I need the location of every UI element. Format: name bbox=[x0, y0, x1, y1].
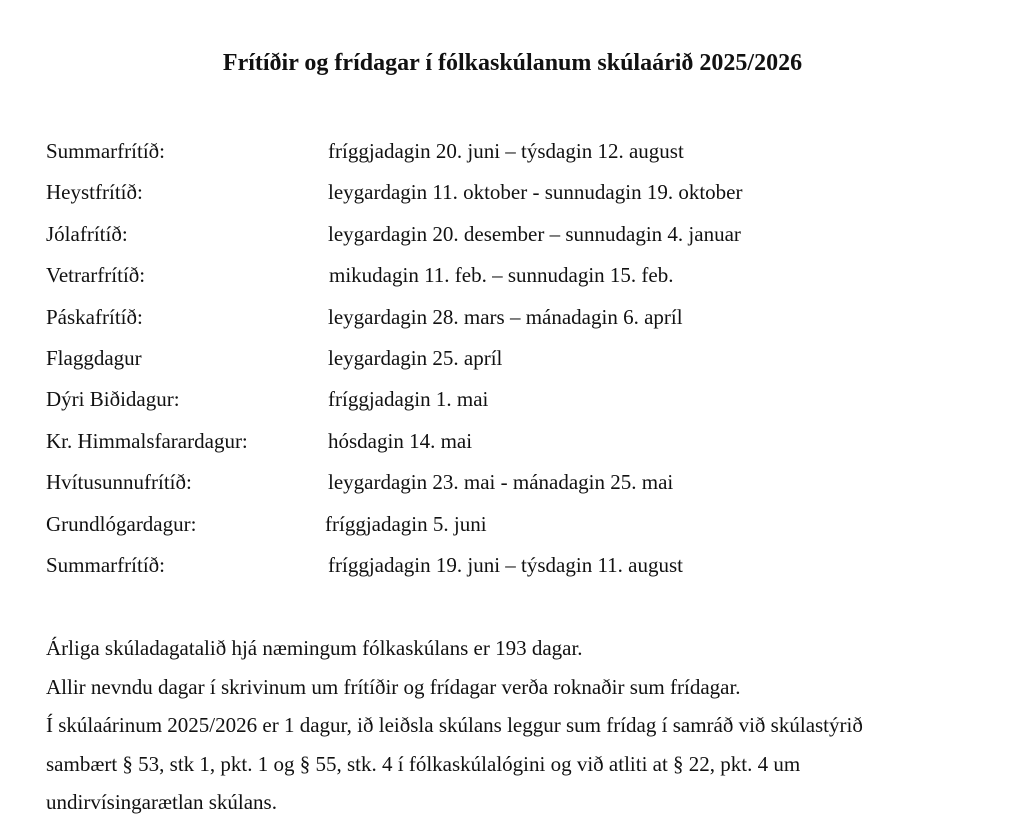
holiday-label: Páskafrítíð: bbox=[46, 304, 143, 329]
note-counted-days: Allir nevndu dagar í skrivinum um frítíðir og frídagar verða roknaðir sum frídagar. bbox=[46, 674, 741, 699]
holiday-label: Dýri Biðidagur: bbox=[46, 387, 180, 412]
holiday-dates: leygardagin 11. oktober - sunnudagin 19. oktober bbox=[328, 180, 743, 205]
holiday-label: Summarfrítíð: bbox=[46, 552, 165, 577]
holiday-label: Flaggdagur bbox=[46, 345, 142, 370]
note-school-days: Árliga skúladagatalið hjá næmingum fólkaskúlans er 193 dagar. bbox=[46, 636, 583, 660]
holiday-dates: fríggjadagin 20. juni – týsdagin 12. august bbox=[328, 139, 684, 163]
holiday-label: Vetrarfrítíð: bbox=[46, 263, 146, 288]
holiday-dates: leygardagin 20. desember – sunnudagin 4. januar bbox=[328, 221, 741, 246]
note-extra-day-line-2: sambært § 53, stk 1, pkt. 1 og § 55, stk. 4 í fólkaskúlalógini og við atliti at § 22, pkt. 4 um bbox=[46, 751, 801, 776]
note-extra-day-line-1: Í skúlaárinum 2025/2026 er 1 dagur, ið leiðsla skúlans leggur sum frídag í samráð við skúlastýrið bbox=[46, 713, 863, 737]
holiday-dates: fríggjadagin 1. mai bbox=[328, 387, 489, 412]
holiday-label: Kr. Himmalsfarardagur: bbox=[46, 428, 248, 453]
holiday-label: Jólafrítíð: bbox=[46, 221, 128, 246]
note-extra-day-line-3: undirvísingarætlan skúlans. bbox=[46, 790, 277, 814]
page-title: Frítíðir og frídagar í fólkaskúlanum skúlaárið 2025/2026 bbox=[222, 50, 803, 76]
holiday-label: Heystfrítíð: bbox=[46, 180, 143, 205]
holiday-dates: leygardagin 28. mars – mánadagin 6. apríl bbox=[328, 304, 683, 329]
holiday-label: Grundlógardagur: bbox=[46, 511, 197, 536]
holiday-dates: hósdagin 14. mai bbox=[328, 428, 473, 453]
holiday-dates: fríggjadagin 19. juni – týsdagin 11. august bbox=[328, 552, 684, 577]
holiday-label: Summarfrítíð: bbox=[46, 139, 165, 163]
holiday-dates: mikudagin 11. feb. – sunnudagin 15. feb. bbox=[329, 263, 674, 288]
notes-section bbox=[46, 629, 1006, 822]
holiday-label: Hvítusunnufrítíð: bbox=[46, 470, 192, 495]
holiday-dates: fríggjadagin 5. juni bbox=[325, 511, 487, 536]
holiday-dates: leygardagin 25. apríl bbox=[328, 345, 503, 370]
holiday-dates: leygardagin 23. mai - mánadagin 25. mai bbox=[328, 470, 674, 495]
